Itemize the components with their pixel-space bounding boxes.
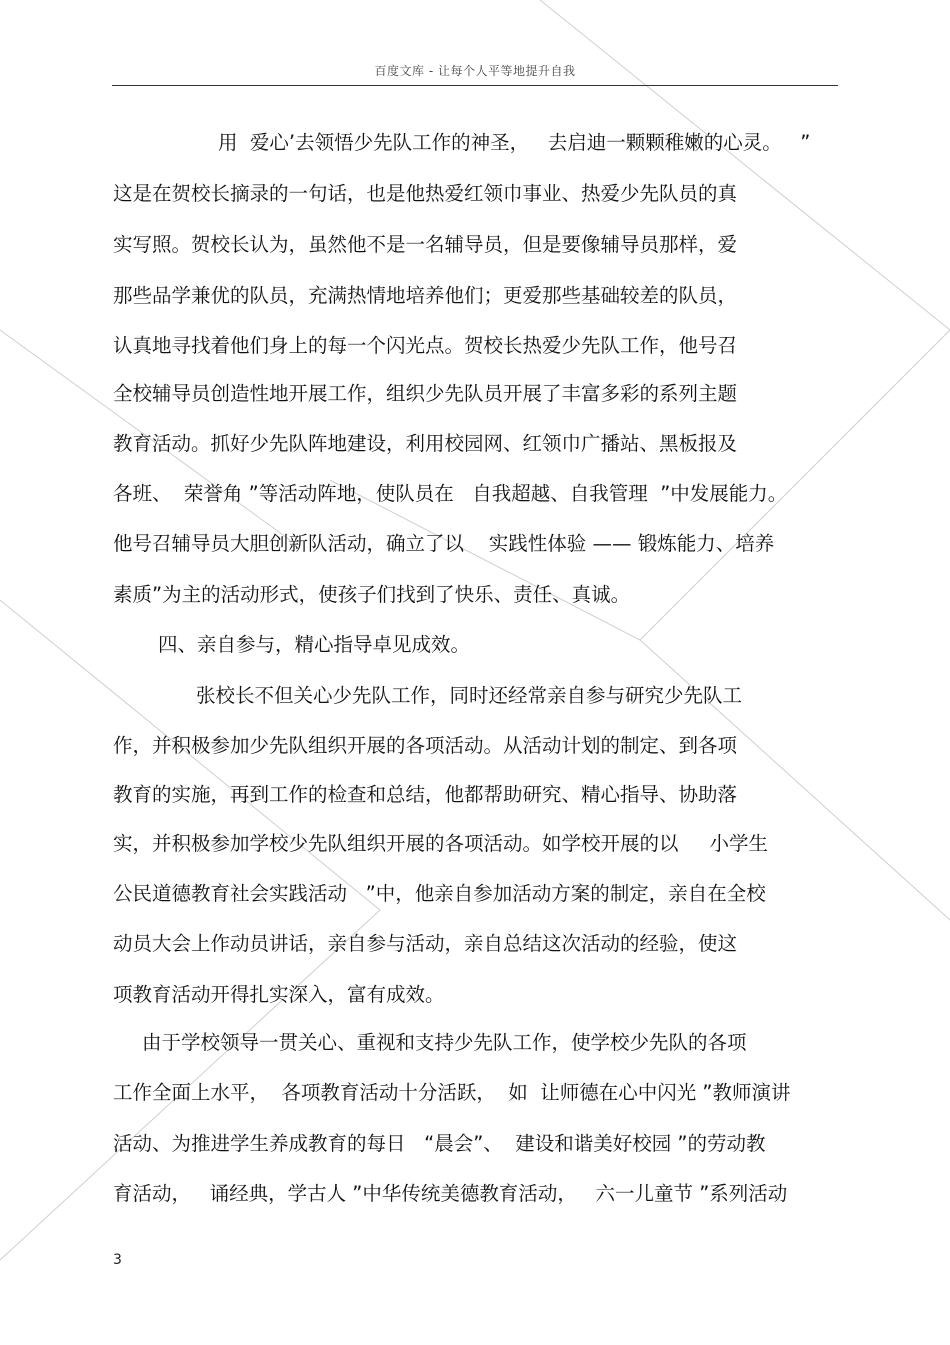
body-line: 实，并积极参加学校少先队组织开展的各项活动。如学校开展的以 小学生	[113, 832, 768, 855]
body-line: 教育的实施，再到工作的检查和总结，他都帮助研究、精心指导、协助落	[113, 783, 738, 806]
body-line: 实写照。贺校长认为，虽然他不是一名辅导员，但是要像辅导员那样，爱	[113, 233, 738, 256]
body-line: 作，并积极参加少先队组织开展的各项活动。从活动计划的制定、到各项	[113, 734, 738, 757]
body-line: 他号召辅导员大胆创新队活动，确立了以 实践性体验 —— 锻炼能力、培养	[113, 532, 775, 555]
body-line: 动员大会上作动员讲话，亲自参与活动，亲自总结这次活动的经验，使这	[113, 932, 738, 955]
body-line: 工作全面上水平， 各项教育活动十分活跃， 如 让师德在心中闪光 ”教师演讲	[113, 1081, 791, 1104]
body-line: 项教育活动开得扎实深入，富有成效。	[113, 983, 445, 1006]
body-line: 张校长不但关心少先队工作，同时还经常亲自参与研究少先队工	[196, 684, 743, 707]
body-line: 公民道德教育社会实践活动 ”中，他亲自参加活动方案的制定，亲自在全校	[113, 882, 766, 905]
section-heading: 四、亲自参与，精心指导卓见成效。	[158, 633, 471, 656]
body-line: 这是在贺校长摘录的一句话，也是他热爱红领巾事业、热爱少先队员的真	[113, 182, 738, 205]
body-line: 用 爱心’去领悟少先队工作的神圣， 去启迪一颗颗稚嫩的心灵。 ”	[218, 131, 811, 154]
body-line: 全校辅导员创造性地开展工作，组织少先队员开展了丰富多彩的系列主题	[113, 382, 738, 405]
header-divider	[112, 85, 838, 86]
body-line: 认真地寻找着他们身上的每一个闪光点。贺校长热爱少先队工作，他号召	[113, 334, 738, 357]
body-line: 育活动， 诵经典，学古人 ”中华传统美德教育活动， 六一儿童节 ”系列活动	[113, 1182, 788, 1205]
page-header: 百度文库 - 让每个人平等地提升自我	[374, 64, 576, 78]
body-line: 各班、 荣誉角 ”等活动阵地，使队员在 自我超越、自我管理 ”中发展能力。	[113, 482, 788, 505]
body-line: 教育活动。抓好少先队阵地建设，利用校园网、红领巾广播站、黑板报及	[113, 432, 738, 455]
body-line: 那些品学兼优的队员，充满热情地培养他们；更爱那些基础较差的队员，	[113, 284, 738, 307]
body-line: 活动、为推进学生养成教育的每日 “晨会”、 建设和谐美好校园 ”的劳动教	[113, 1132, 766, 1155]
body-line: 由于学校领导一贯关心、重视和支持少先队工作，使学校少先队的各项	[142, 1031, 747, 1054]
body-line: 素质”为主的活动形式，使孩子们找到了快乐、责任、真诚。	[113, 583, 631, 606]
page-number: 3	[113, 1252, 122, 1268]
